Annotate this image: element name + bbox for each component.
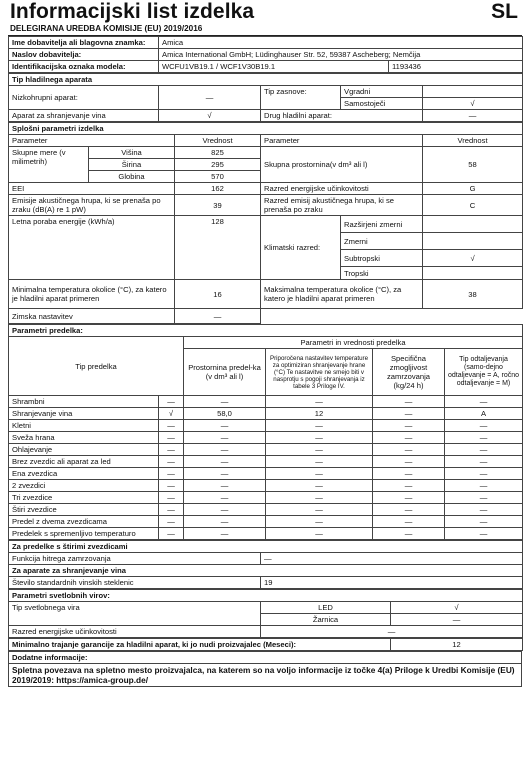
compartment-present: — bbox=[159, 528, 184, 540]
table-row bbox=[9, 480, 523, 492]
table-row bbox=[9, 444, 523, 456]
compartment-defrost: — bbox=[445, 456, 523, 468]
compartment-name: Ohlajevanje bbox=[9, 444, 159, 456]
compartment-present: — bbox=[159, 492, 184, 504]
compartment-type-header: Tip predelka bbox=[9, 337, 184, 396]
winter-setting-label: Zimska nastavitev bbox=[9, 309, 175, 324]
compartment-temp: — bbox=[266, 396, 373, 408]
blank-cell bbox=[261, 309, 523, 324]
general-section: Splošni parametri izdelka bbox=[9, 123, 523, 135]
additional-info-label: Dodatne informacije: bbox=[9, 652, 522, 664]
depth-label: Globina bbox=[89, 171, 175, 183]
additional-info-text: Spletna povezava na spletno mesto proizvajalca, na katerem so na voljo informacije iz točke 4(a) Priloge k Uredbi Komisije (EU) 2019/2019: https://amica-group.de/ bbox=[9, 664, 522, 687]
compartment-freeze: — bbox=[373, 468, 445, 480]
freestanding-value: √ bbox=[423, 98, 523, 110]
compartment-name: 2 zvezdici bbox=[9, 480, 159, 492]
total-volume-value: 58 bbox=[423, 147, 523, 183]
compartment-name: Predelek s spremenljivo temperaturo bbox=[9, 528, 159, 540]
four-star-section: Za predelke s štirimi zvezdicami bbox=[9, 541, 523, 553]
compartment-temp: — bbox=[266, 480, 373, 492]
compartment-defrost: — bbox=[445, 480, 523, 492]
bulb-value: — bbox=[391, 614, 523, 626]
compartment-temp: — bbox=[266, 528, 373, 540]
wine-appliance-label: Aparat za shranjevanje vina bbox=[9, 110, 159, 122]
compartment-present: — bbox=[159, 420, 184, 432]
compartment-defrost-header: Tip odtaljevanja (samo-dejno odtaljevanje = A, ročno odtaljevanje = M) bbox=[445, 349, 523, 396]
light-source-table bbox=[8, 589, 523, 638]
width-value: 295 bbox=[175, 159, 261, 171]
noise-class-value: C bbox=[423, 195, 523, 216]
annual-energy-label: Letna poraba energije (kWh/a) bbox=[9, 216, 175, 280]
built-in-value bbox=[423, 86, 523, 98]
supplier-name-value: Amica bbox=[159, 37, 523, 49]
compartment-present: — bbox=[159, 516, 184, 528]
wine-bottles-value: 19 bbox=[261, 577, 523, 589]
climate-extended-value bbox=[423, 216, 523, 233]
light-class-label: Razred energijske učinkovitosti bbox=[9, 626, 261, 638]
model-label: Identifikacijska oznaka modela: bbox=[9, 61, 159, 73]
design-type-label: Tip zasnove: bbox=[261, 86, 341, 110]
compartment-defrost: — bbox=[445, 432, 523, 444]
winter-setting-value: — bbox=[175, 309, 261, 324]
compartment-volume: — bbox=[184, 444, 266, 456]
compartment-present: — bbox=[159, 396, 184, 408]
wine-appliance-value: √ bbox=[159, 110, 261, 122]
compartment-name: Kletni bbox=[9, 420, 159, 432]
led-label: LED bbox=[261, 602, 391, 614]
compartment-volume: — bbox=[184, 480, 266, 492]
energy-class-label: Razred energijske učinkovitosti bbox=[261, 183, 423, 195]
table-row bbox=[9, 492, 523, 504]
table-row bbox=[9, 420, 523, 432]
value-header-left: Vrednost bbox=[175, 135, 261, 147]
dimensions-label: Skupne mere (v milimetrih) bbox=[9, 147, 89, 183]
compartment-defrost: A bbox=[445, 408, 523, 420]
compartment-temp: — bbox=[266, 432, 373, 444]
compartment-temp: — bbox=[266, 492, 373, 504]
compartment-defrost: — bbox=[445, 516, 523, 528]
compartment-volume: — bbox=[184, 468, 266, 480]
warranty-label: Minimalno trajanje garancije za hladilni aparat, ki jo nudi proizvajalec (Meseci): bbox=[9, 639, 391, 651]
compartment-rows bbox=[9, 396, 523, 540]
freestanding-label: Samostoječi bbox=[341, 98, 423, 110]
compartment-temp: — bbox=[266, 468, 373, 480]
max-temp-label: Maksimalna temperatura okolice (°C), za katero je hladilni aparat primeren bbox=[261, 280, 423, 309]
table-row bbox=[9, 528, 523, 540]
param-header-left: Parameter bbox=[9, 135, 175, 147]
compartment-freeze: — bbox=[373, 408, 445, 420]
compartment-freeze: — bbox=[373, 492, 445, 504]
height-value: 825 bbox=[175, 147, 261, 159]
compartment-freeze: — bbox=[373, 420, 445, 432]
compartment-table bbox=[8, 324, 523, 540]
compartment-freeze: — bbox=[373, 432, 445, 444]
compartment-name: Štiri zvezdice bbox=[9, 504, 159, 516]
appliance-type-section: Tip hladilnega aparata bbox=[9, 74, 523, 86]
light-type-label: Tip svetlobnega vira bbox=[9, 602, 261, 626]
compartment-name: Sveža hrana bbox=[9, 432, 159, 444]
model-value: WCFU1VB19.1 / WCF1V30B19.1 bbox=[159, 61, 389, 73]
compartment-freeze: — bbox=[373, 444, 445, 456]
compartment-present: — bbox=[159, 504, 184, 516]
compartment-defrost: — bbox=[445, 492, 523, 504]
product-information-sheet bbox=[8, 0, 522, 687]
param-header-right: Parameter bbox=[261, 135, 423, 147]
supplier-address-value: Amica International GmbH; Lüdinghauser Str. 52, 59387 Ascheberg; Nemčija bbox=[159, 49, 523, 61]
eei-value: 162 bbox=[175, 183, 261, 195]
warranty-table bbox=[8, 638, 523, 651]
height-label: Višina bbox=[89, 147, 175, 159]
noise-emission-value: 39 bbox=[175, 195, 261, 216]
noise-class-label: Razred emisij akustičnega hrupa, ki se prenaša po zraku bbox=[261, 195, 423, 216]
compartment-temp: 12 bbox=[266, 408, 373, 420]
page-title: Informacijski list izdelka bbox=[10, 0, 255, 23]
depth-value: 570 bbox=[175, 171, 261, 183]
width-label: Širina bbox=[89, 159, 175, 171]
compartment-defrost: — bbox=[445, 468, 523, 480]
light-class-value: — bbox=[261, 626, 523, 638]
table-row bbox=[9, 408, 523, 420]
header bbox=[8, 0, 522, 24]
compartment-freeze: — bbox=[373, 396, 445, 408]
climate-subtropical-value: √ bbox=[423, 250, 523, 267]
climate-temperate-value bbox=[423, 233, 523, 250]
compartment-defrost: — bbox=[445, 396, 523, 408]
compartment-name: Brez zvezdic ali aparat za led bbox=[9, 456, 159, 468]
compartment-freeze: — bbox=[373, 480, 445, 492]
light-section: Parametri svetlobnih virov: bbox=[9, 590, 523, 602]
table-row bbox=[9, 432, 523, 444]
compartment-freeze: — bbox=[373, 516, 445, 528]
compartment-volume: — bbox=[184, 504, 266, 516]
compartment-volume: — bbox=[184, 420, 266, 432]
compartment-freeze: — bbox=[373, 528, 445, 540]
compartment-temp: — bbox=[266, 420, 373, 432]
compartment-present: — bbox=[159, 468, 184, 480]
compartment-volume: — bbox=[184, 456, 266, 468]
compartment-section: Parametri predelka: bbox=[9, 325, 523, 337]
table-row bbox=[9, 468, 523, 480]
value-header-right: Vrednost bbox=[423, 135, 523, 147]
climate-subtropical-label: Subtropski bbox=[341, 250, 423, 267]
led-value: √ bbox=[391, 602, 523, 614]
compartment-present: — bbox=[159, 480, 184, 492]
extra-params-table bbox=[8, 540, 523, 589]
model-code: 1193436 bbox=[389, 61, 523, 73]
noise-emission-label: Emisije akustičnega hrupa, ki se prenaša po zraku (dB(A) re 1 pW) bbox=[9, 195, 175, 216]
bulb-label: Žarnica bbox=[261, 614, 391, 626]
climate-class-label: Klimatski razred: bbox=[261, 216, 341, 280]
low-noise-label: Nizkohrupni aparat: bbox=[9, 86, 159, 110]
table-row bbox=[9, 456, 523, 468]
other-appliance-label: Drug hladilni aparat: bbox=[261, 110, 423, 122]
max-temp-value: 38 bbox=[423, 280, 523, 309]
compartment-name: Shrambni bbox=[9, 396, 159, 408]
compartment-temp: — bbox=[266, 516, 373, 528]
compartment-name: Predel z dvema zvezdicama bbox=[9, 516, 159, 528]
fast-freeze-label: Funkcija hitrega zamrzovanja bbox=[9, 553, 261, 565]
fast-freeze-value: — bbox=[261, 553, 523, 565]
climate-tropical-value bbox=[423, 267, 523, 280]
energy-class-value: G bbox=[423, 183, 523, 195]
warranty-value: 12 bbox=[391, 639, 523, 651]
compartment-freeze: — bbox=[373, 504, 445, 516]
compartment-volume: — bbox=[184, 528, 266, 540]
other-appliance-value: — bbox=[423, 110, 523, 122]
compartment-freeze-header: Specifična zmogljivost zamrzovanja (kg/24 h) bbox=[373, 349, 445, 396]
general-parameters-table bbox=[8, 122, 523, 324]
compartment-volume: — bbox=[184, 492, 266, 504]
compartment-defrost: — bbox=[445, 420, 523, 432]
compartment-present: — bbox=[159, 432, 184, 444]
table-row bbox=[9, 396, 523, 408]
compartment-name: Tri zvezdice bbox=[9, 492, 159, 504]
total-volume-label: Skupna prostornina(v dm³ ali l) bbox=[261, 147, 423, 183]
compartment-volume-header: Prostornina predel-ka (v dm³ ali l) bbox=[184, 349, 266, 396]
compartment-defrost: — bbox=[445, 504, 523, 516]
appliance-type-table bbox=[8, 73, 523, 122]
built-in-label: Vgradni bbox=[341, 86, 423, 98]
compartment-name: Shranjevanje vina bbox=[9, 408, 159, 420]
compartment-freeze: — bbox=[373, 456, 445, 468]
additional-info-table bbox=[8, 651, 522, 687]
language-code: SL bbox=[491, 0, 518, 23]
supplier-table bbox=[8, 36, 523, 73]
table-row bbox=[9, 516, 523, 528]
compartment-params-header: Parametri in vrednosti predelka bbox=[184, 337, 523, 349]
compartment-temp: — bbox=[266, 504, 373, 516]
supplier-address-label: Naslov dobavitelja: bbox=[9, 49, 159, 61]
wine-section: Za aparate za shranjevanje vina bbox=[9, 565, 523, 577]
compartment-temp-header: Priporočena nastavitev temperature za optimiziran shranjevanje hrane (°C) Te nastavitve ne smejo biti v nasprotju s pogoji shranjevanja iz tabele 3 Priloge IV. bbox=[266, 349, 373, 396]
compartment-present: — bbox=[159, 456, 184, 468]
supplier-name-label: Ime dobavitelja ali blagovna znamka: bbox=[9, 37, 159, 49]
compartment-defrost: — bbox=[445, 444, 523, 456]
compartment-temp: — bbox=[266, 444, 373, 456]
min-temp-value: 16 bbox=[175, 280, 261, 309]
compartment-volume: 58,0 bbox=[184, 408, 266, 420]
climate-extended-label: Razširjeni zmerni bbox=[341, 216, 423, 233]
low-noise-value: — bbox=[159, 86, 261, 110]
wine-bottles-label: Število standardnih vinskih steklenic bbox=[9, 577, 261, 589]
compartment-present: — bbox=[159, 444, 184, 456]
compartment-present: √ bbox=[159, 408, 184, 420]
compartment-name: Ena zvezdica bbox=[9, 468, 159, 480]
annual-energy-value: 128 bbox=[175, 216, 261, 280]
compartment-temp: — bbox=[266, 456, 373, 468]
regulation-reference: DELEGIRANA UREDBA KOMISIJE (EU) 2019/2016 bbox=[8, 24, 522, 36]
table-row bbox=[9, 504, 523, 516]
compartment-volume: — bbox=[184, 516, 266, 528]
eei-label: EEI bbox=[9, 183, 175, 195]
min-temp-label: Minimalna temperatura okolice (°C), za katero je hladilni aparat primeren bbox=[9, 280, 175, 309]
compartment-defrost: — bbox=[445, 528, 523, 540]
climate-temperate-label: Zmerni bbox=[341, 233, 423, 250]
compartment-volume: — bbox=[184, 396, 266, 408]
compartment-volume: — bbox=[184, 432, 266, 444]
climate-tropical-label: Tropski bbox=[341, 267, 423, 280]
